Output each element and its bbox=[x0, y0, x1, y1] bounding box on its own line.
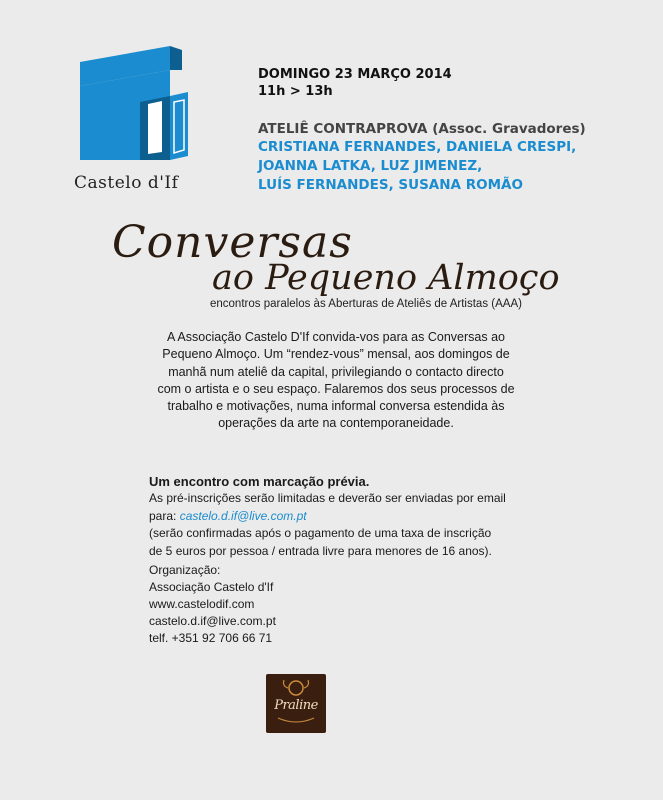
event-date: DOMINGO 23 MARÇO 2014 bbox=[258, 67, 452, 82]
booking-email-line bbox=[149, 508, 307, 526]
organization-website[interactable]: www.castelodif.com bbox=[149, 597, 255, 611]
intro-line: com o artista e o seu espaço. Falaremos dos seus processos de bbox=[157, 381, 515, 396]
logo-text: Castelo d'If bbox=[74, 173, 179, 193]
sponsor-logo bbox=[266, 674, 326, 733]
organization-email[interactable]: castelo.d.if@live.com.pt bbox=[149, 614, 276, 628]
booking-heading: Um encontro com marcação prévia. bbox=[149, 474, 370, 489]
title-pequeno-almoco: ao Pequeno Almoço bbox=[212, 258, 560, 298]
organization-phone: telf. +351 92 706 66 71 bbox=[149, 631, 273, 645]
intro-paragraph bbox=[150, 329, 522, 433]
booking-email-link[interactable]: castelo.d.if@live.com.pt bbox=[179, 509, 307, 523]
artists-line: LUÍS FERNANDES, SUSANA ROMÃO bbox=[258, 177, 523, 193]
intro-line: operações da arte na contemporaneidade. bbox=[218, 416, 454, 431]
artists-line: CRISTIANA FERNANDES, DANIELA CRESPI, bbox=[258, 139, 577, 155]
booking-line: de 5 euros por pessoa / entrada livre para menores de 16 anos). bbox=[149, 544, 492, 558]
artists-line: JOANNA LATKA, LUZ JIMENEZ, bbox=[258, 158, 483, 174]
booking-email-prefix: para: bbox=[149, 509, 180, 523]
title-conversas: Conversas bbox=[112, 217, 353, 268]
organization-label: Organização: bbox=[149, 563, 221, 577]
intro-line: Pequeno Almoço. Um “rendez-vous” mensal, aos domingos de bbox=[162, 347, 510, 362]
intro-line: A Associação Castelo D'If convida-vos para as Conversas ao bbox=[167, 330, 505, 344]
sponsor-name: Praline bbox=[274, 698, 318, 713]
subtitle: encontros paralelos às Aberturas de Ateliês de Artistas (AAA) bbox=[210, 298, 522, 310]
intro-line: manhã num ateliê da capital, privilegiando o contacto directo bbox=[168, 364, 504, 379]
booking-line: (serão confirmadas após o pagamento de uma taxa de inscrição bbox=[149, 526, 492, 540]
event-time: 11h > 13h bbox=[258, 84, 333, 99]
atelier-name: ATELIÊ CONTRAPROVA (Assoc. Gravadores) bbox=[258, 121, 586, 137]
intro-line: trabalho e motivações, numa informal conversa estendida às bbox=[167, 399, 505, 414]
booking-line: As pré-inscrições serão limitadas e deverão ser enviadas por email bbox=[149, 491, 506, 505]
organization-name: Associação Castelo d'If bbox=[149, 580, 274, 594]
castelo-dif-logo-icon bbox=[80, 40, 202, 160]
